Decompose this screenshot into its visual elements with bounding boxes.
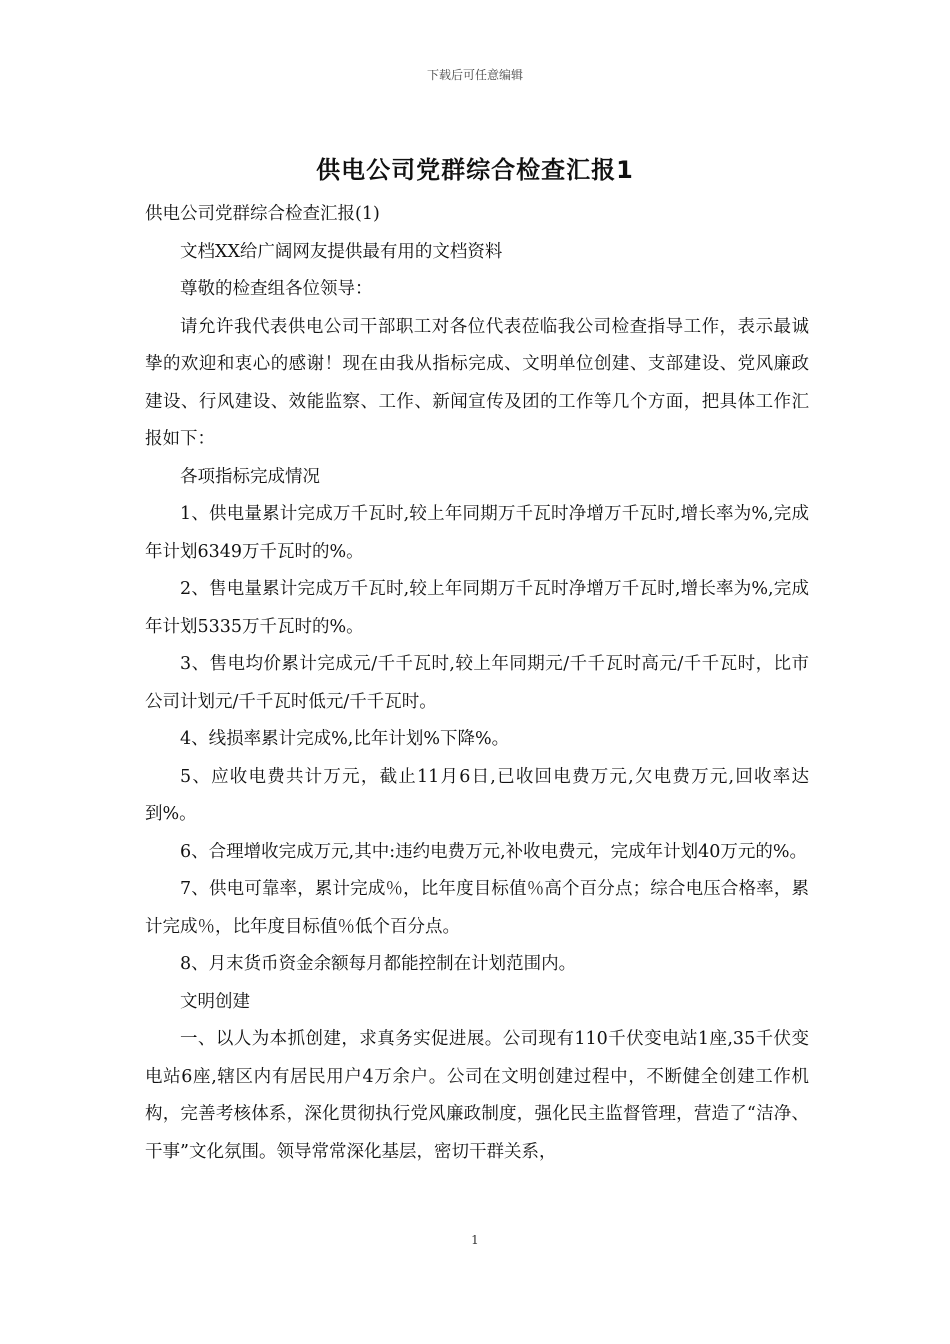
section-heading-civilization: 文明创建 bbox=[180, 991, 250, 1012]
salutation-paragraph: 尊敬的检查组各位领导： bbox=[180, 279, 373, 299]
indicator-item-2: 2、售电量累计完成万千瓦时,较上年同期万千瓦时净增万千瓦时,增长率为%,完成年计划5335万千瓦时的%。 bbox=[145, 579, 809, 637]
indicator-item-3: 3、售电均价累计完成元/千千瓦时,较上年同期元/千千瓦时高元/千千瓦时，比市公司计划元/千千瓦时低元/千千瓦时。 bbox=[145, 654, 809, 712]
indicator-item-4: 4、线损率累计完成%,比年计划%下降%。 bbox=[180, 729, 510, 749]
document-body bbox=[145, 196, 809, 1171]
section-heading-indicators: 各项指标完成情况 bbox=[180, 466, 320, 487]
document-title: 供电公司党群综合检查汇报1 bbox=[316, 156, 634, 184]
indicator-item-5: 5、应收电费共计万元，截止11月6日,已收回电费万元,欠电费万元,回收率达到%。 bbox=[145, 766, 809, 824]
indicator-item-1: 1、供电量累计完成万千瓦时,较上年同期万千瓦时净增万千瓦时,增长率为%,完成年计划6349万千瓦时的%。 bbox=[145, 504, 809, 562]
subtitle-paragraph: 供电公司党群综合检查汇报(1) bbox=[145, 204, 380, 224]
indicator-item-6: 6、合理增收完成万元,其中:违约电费万元,补收电费元，完成年计划40万元的%。 bbox=[180, 841, 808, 862]
indicator-item-8: 8、月末货币资金余额每月都能控制在计划范围内。 bbox=[180, 954, 577, 974]
civilization-paragraph-1: 一、以人为本抓创建，求真务实促进展。公司现有110千伏变电站1座,35千伏变电站6座,辖区内有居民用户4万余户。公司在文明创建过程中，不断健全创建工作机构，完善考核体系，深化贯彻执行党风廉政制度，强化民主监督管理，营造了“洁净、干事”文化氛围。领导常常深化基层，密切干群关系， bbox=[145, 1029, 809, 1162]
page-number: 1 bbox=[471, 1233, 479, 1247]
page-header-note: 下载后可任意编辑 bbox=[426, 68, 523, 82]
intro-paragraph: 请允许我代表供电公司干部职工对各位代表莅临我公司检查指导工作，表示最诚挚的欢迎和衷心的感谢！现在由我从指标完成、文明单位创建、支部建设、党风廉政建设、行风建设、效能监察、工作、新闻宣传及团的工作等几个方面，把具体工作汇报如下： bbox=[145, 316, 809, 449]
source-note-paragraph: 文档XX给广阔网友提供最有用的文档资料 bbox=[180, 241, 503, 262]
indicator-item-7: 7、供电可靠率，累计完成％，比年度目标值％高个百分点；综合电压合格率，累计完成％，比年度目标值％低个百分点。 bbox=[145, 879, 809, 937]
